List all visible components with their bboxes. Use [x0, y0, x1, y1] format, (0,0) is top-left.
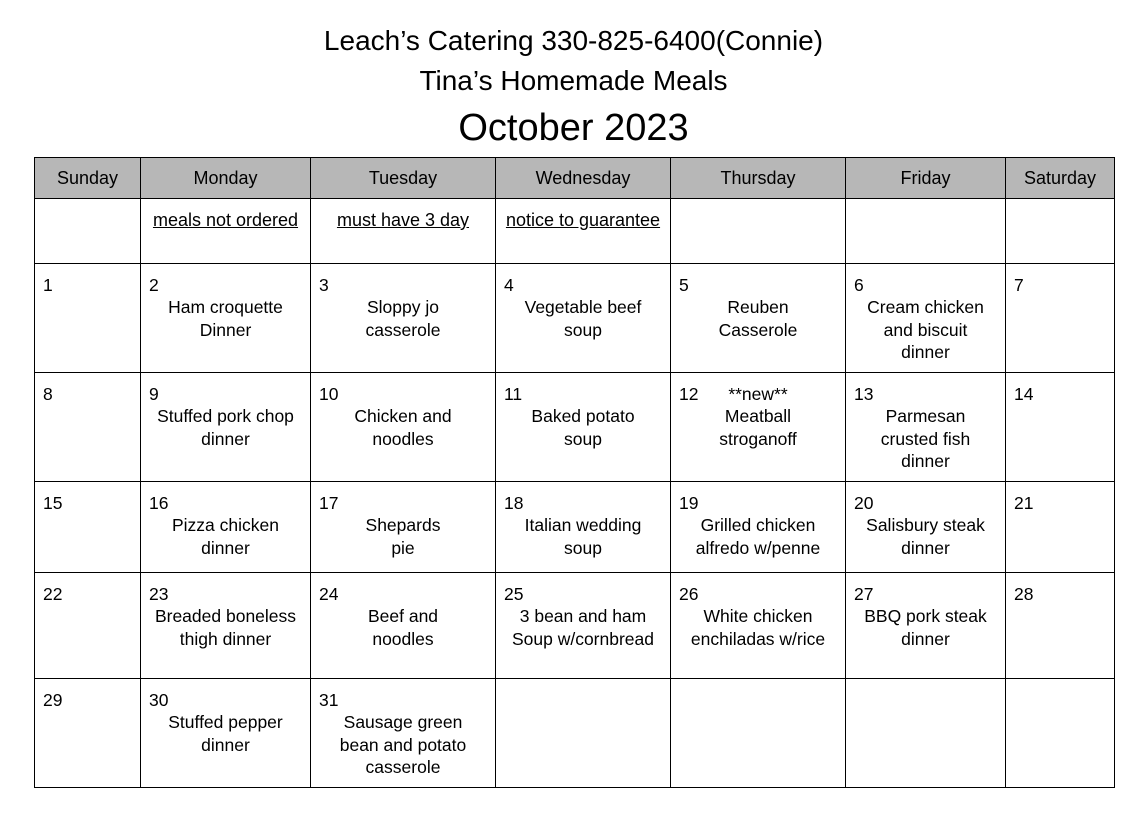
day-number: 15 — [43, 493, 63, 513]
day-cell — [671, 264, 846, 373]
day-cell — [141, 679, 311, 788]
day-number — [496, 679, 670, 689]
day-cell — [35, 482, 141, 573]
meal-line: Baked potato — [531, 406, 635, 426]
meal-line: enchiladas w/rice — [690, 628, 826, 649]
notice-cell-thursday — [671, 199, 846, 264]
meal-line: dinner — [901, 342, 950, 362]
day-number: 8 — [43, 384, 53, 404]
meal-line: Chicken and — [354, 406, 452, 426]
week-row — [35, 679, 1115, 788]
notice-cell-monday — [141, 199, 311, 264]
meal-name — [846, 296, 1005, 364]
day-cell — [1006, 264, 1115, 373]
day-cell — [496, 373, 671, 482]
meal-line: stroganoff — [719, 428, 797, 449]
meal-line: soup — [564, 537, 602, 558]
week-row — [35, 573, 1115, 679]
meal-line: Cream chicken — [867, 297, 984, 317]
meal-line: Parmesan — [885, 406, 966, 426]
meal-line: bean and potato — [339, 734, 467, 755]
meal-line: thigh dinner — [179, 628, 272, 649]
day-number — [846, 679, 1005, 689]
day-number: 13 — [854, 384, 874, 404]
notice-cell-saturday — [1006, 199, 1115, 264]
meal-line: crusted fish — [880, 428, 971, 449]
day-cell — [35, 264, 141, 373]
day-number: 11 — [504, 384, 523, 404]
meal-name — [846, 605, 1005, 650]
meal-line: Shepards — [365, 515, 441, 535]
meal-line: Casserole — [718, 319, 798, 340]
meal-name — [141, 296, 310, 341]
day-cell — [846, 264, 1006, 373]
day-cell — [846, 373, 1006, 482]
meal-name — [311, 514, 495, 559]
meal-line: Soup w/cornbread — [511, 628, 655, 649]
weekday-header-wednesday: Wednesday — [496, 158, 671, 199]
day-number: 19 — [679, 493, 699, 513]
day-cell — [671, 573, 846, 679]
meal-name — [671, 514, 845, 559]
meal-name — [846, 514, 1005, 559]
day-cell — [1006, 482, 1115, 573]
meal-name — [311, 405, 495, 450]
day-number: 17 — [319, 493, 339, 513]
meal-name — [496, 605, 670, 650]
meal-line: soup — [564, 428, 602, 449]
day-number — [1006, 679, 1114, 689]
meal-line: 3 bean and ham — [519, 606, 647, 626]
notice-text-wednesday: notice to guarantee — [505, 210, 661, 230]
meal-name — [141, 514, 310, 559]
day-number: 26 — [679, 584, 699, 604]
day-number: 21 — [1014, 493, 1034, 513]
day-cell — [35, 679, 141, 788]
week-row — [35, 373, 1115, 482]
meal-name — [496, 296, 670, 341]
day-cell — [141, 482, 311, 573]
meal-line: BBQ pork steak — [864, 606, 987, 626]
meal-name — [496, 514, 670, 559]
day-number: 30 — [149, 690, 169, 710]
meal-line: dinner — [901, 451, 950, 471]
day-cell — [496, 482, 671, 573]
day-cell — [141, 264, 311, 373]
day-number: 9 — [149, 384, 159, 404]
caterer-name-line: Tina’s Homemade Meals — [419, 65, 728, 96]
day-number: 24 — [319, 584, 339, 604]
notice-cell-friday — [846, 199, 1006, 264]
meal-name — [311, 296, 495, 341]
meal-line: Vegetable beef — [524, 297, 642, 317]
meal-line: White chicken — [703, 606, 813, 626]
meal-line: Dinner — [199, 319, 252, 340]
day-number: 7 — [1014, 275, 1024, 295]
meal-name — [311, 711, 495, 779]
notice-text-tuesday: must have 3 day — [336, 210, 470, 230]
day-cell — [496, 679, 671, 788]
day-cell — [1006, 679, 1115, 788]
meal-line: dinner — [201, 428, 250, 449]
meal-line: Meatball — [724, 406, 792, 426]
meal-line: casserole — [365, 319, 441, 340]
meal-line: Stuffed pork chop — [157, 406, 294, 426]
day-cell — [311, 679, 496, 788]
meal-name — [671, 405, 845, 450]
day-cell — [311, 373, 496, 482]
meal-line: Beef and — [367, 606, 439, 626]
day-cell — [311, 573, 496, 679]
meal-line: Italian wedding — [524, 515, 642, 535]
meal-line: noodles — [372, 628, 434, 649]
weekday-header-saturday: Saturday — [1006, 158, 1115, 199]
day-number: 23 — [149, 584, 169, 604]
meal-name — [141, 605, 310, 650]
day-cell — [671, 482, 846, 573]
day-cell — [671, 679, 846, 788]
day-cell — [846, 679, 1006, 788]
meal-name — [311, 605, 495, 650]
day-number: 6 — [854, 275, 864, 295]
notice-text-monday: meals not ordered — [152, 210, 299, 230]
meal-name — [141, 405, 310, 450]
week-row — [35, 482, 1115, 573]
day-cell — [311, 264, 496, 373]
day-number: 18 — [504, 493, 524, 513]
new-badge: **new** — [728, 384, 788, 404]
meal-name — [496, 405, 670, 450]
weekday-header-tuesday: Tuesday — [311, 158, 496, 199]
meal-line: casserole — [365, 757, 441, 777]
meal-line: noodles — [372, 428, 434, 449]
notice-cell-wednesday — [496, 199, 671, 264]
meal-name — [671, 605, 845, 650]
week-row — [35, 264, 1115, 373]
day-number: 3 — [319, 275, 329, 295]
day-number: 10 — [319, 384, 339, 404]
day-cell — [846, 573, 1006, 679]
day-number: 31 — [319, 690, 339, 710]
day-number: 25 — [504, 584, 524, 604]
weekday-header-monday: Monday — [141, 158, 311, 199]
meal-line: and biscuit — [883, 319, 968, 340]
day-cell — [311, 482, 496, 573]
day-number: 22 — [43, 584, 63, 604]
caterer-contact-line: Leach’s Catering 330-825-6400(Connie) — [323, 25, 824, 56]
meal-line: dinner — [901, 537, 950, 558]
notice-cell-tuesday — [311, 199, 496, 264]
notice-row — [35, 199, 1115, 264]
meal-name — [846, 405, 1005, 473]
day-number: 29 — [43, 690, 63, 710]
meal-name — [141, 711, 310, 756]
meal-line: soup — [564, 319, 602, 340]
meal-line: Sausage green — [343, 712, 463, 732]
meal-line: dinner — [201, 734, 250, 755]
calendar-table — [34, 157, 1115, 788]
weekday-header-thursday: Thursday — [671, 158, 846, 199]
weekday-header-row — [35, 158, 1115, 199]
day-number: 1 — [43, 275, 53, 295]
day-number: 5 — [679, 275, 689, 295]
day-number: 4 — [504, 275, 514, 295]
meal-line: pie — [391, 537, 415, 558]
meal-line: dinner — [201, 537, 250, 558]
day-cell — [35, 573, 141, 679]
day-cell — [496, 573, 671, 679]
day-cell — [141, 373, 311, 482]
meal-line: Pizza chicken — [172, 515, 279, 535]
day-number: 12 — [679, 384, 699, 404]
day-number: 27 — [854, 584, 874, 604]
day-cell — [1006, 373, 1115, 482]
meal-line: Salisbury steak — [866, 515, 985, 535]
meal-line: dinner — [901, 628, 950, 649]
meal-line: Ham croquette — [168, 297, 283, 317]
day-cell — [496, 264, 671, 373]
meal-name — [671, 296, 845, 341]
meal-line: Reuben — [727, 297, 789, 317]
meal-line: alfredo w/penne — [695, 537, 821, 558]
day-cell — [671, 373, 846, 482]
day-cell — [1006, 573, 1115, 679]
day-number: 28 — [1014, 584, 1034, 604]
weekday-header-friday: Friday — [846, 158, 1006, 199]
day-cell — [141, 573, 311, 679]
day-number — [671, 679, 845, 689]
day-number: 20 — [854, 493, 874, 513]
day-number: 16 — [149, 493, 169, 513]
meal-line: Stuffed pepper — [168, 712, 283, 732]
day-cell — [35, 373, 141, 482]
day-number: 2 — [149, 275, 159, 295]
day-cell — [846, 482, 1006, 573]
notice-cell-sunday — [35, 199, 141, 264]
month-title: October 2023 — [458, 107, 689, 149]
meal-line: Grilled chicken — [700, 515, 816, 535]
day-number: 14 — [1014, 384, 1034, 404]
meal-line: Sloppy jo — [367, 297, 439, 317]
weekday-header-sunday: Sunday — [35, 158, 141, 199]
meal-line: Breaded boneless — [154, 606, 297, 626]
